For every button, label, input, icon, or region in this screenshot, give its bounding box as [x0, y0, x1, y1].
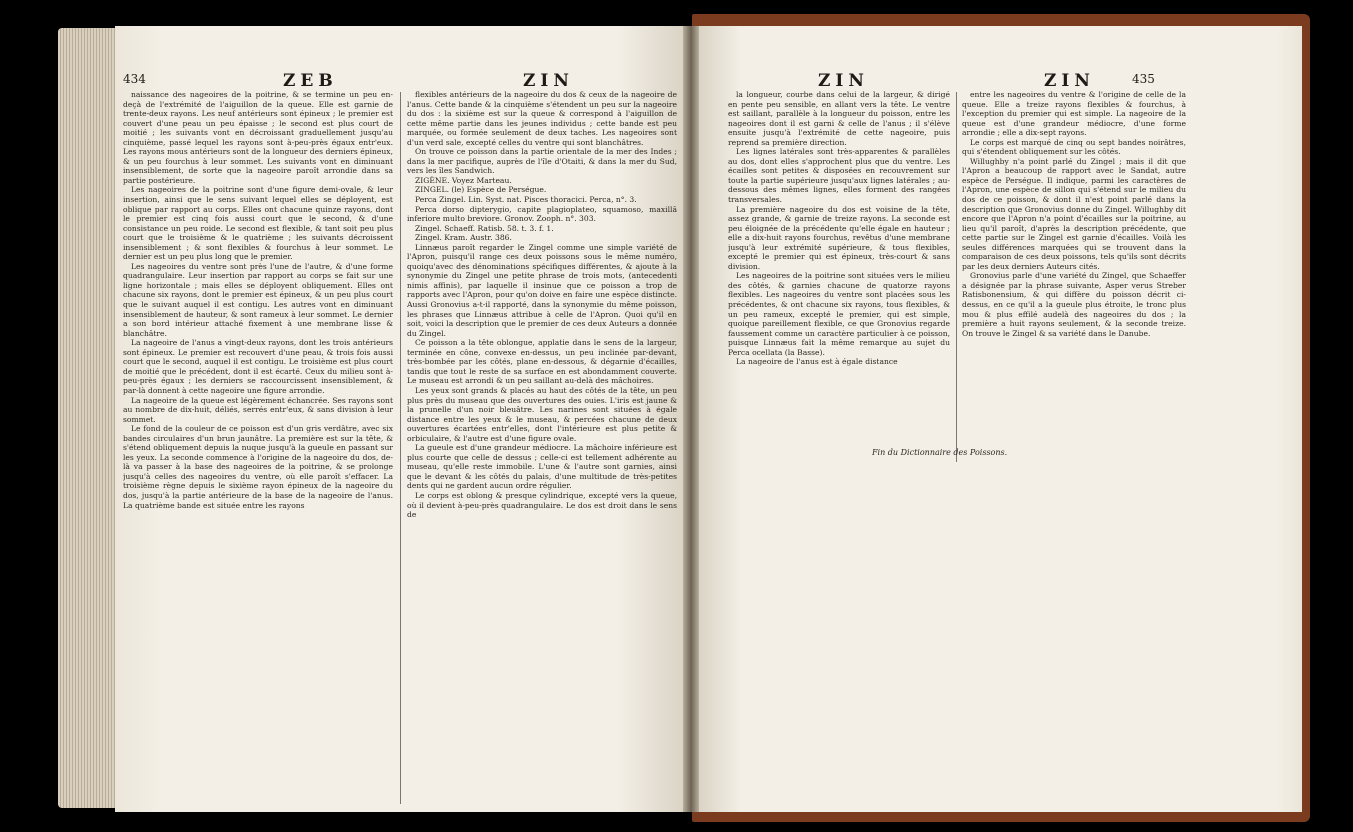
paragraph: Ce poisson a la tête oblongue, applatie dans le sens de la largeur, terminée en cône, convexe en-dessus, un peu inclinée par-devant, très-bombée par les côtés, plane en-dessous, & dégarnie d'écailles, tandis que tout le reste de sa surface en est abondamment couverte. Le museau est arrondi & un peu saillant au-delà des mâchoires.	[407, 338, 677, 386]
paragraph: Les nageoires de la poitrine sont situées vers le milieu des côtés, & garnies chacune de quatorze rayons flexibles. Les nageoires du ventre sont placées sous les précédentes, & ont chacune six rayons, tous flexibles, & un peu rameux, excepté le premier, qui est simple, quoique pareillement flexible, ce que Gronovius regarde faussement comme un caractère particulier à ce poisson, puisque Linnæus fait la même remarque au sujet du Perca ocellata (la Basse).	[728, 271, 950, 357]
paragraph: Les nageoires du ventre sont près l'une de l'autre, & d'une forme quadrangulaire. Leur insertion par rapport au corps se fait sur une ligne horizontale ; mais elles se déployent obliquement. Elles ont chacune six rayons, dont le premier est épineux, & un peu plus court que le suivant auquel il est contigu. Les autres vont en diminuant insensiblement de hauteur, & sont rameux à leur sommet. Le dernier a son bord intérieur attaché fixement à une membrane lisse & blanchâtre.	[123, 261, 393, 338]
paragraph: Le corps est oblong & presque cylindrique, excepté vers la queue, où il devient à-peu-près quadrangulaire. Le dos est droit dans le sens de	[407, 490, 677, 520]
paragraph: Zingel. Schaeff. Ratisb. 58. t. 3. f. 1.	[415, 223, 554, 233]
column-divider	[956, 92, 957, 462]
column-divider	[400, 92, 401, 804]
page-number-right: 435	[1132, 72, 1155, 86]
paragraph: Willughby n'a point parlé du Zingel ; mais il dit que l'Apron a beaucoup de rapport avec le Sandat, autre espèce de Perségue. Il indique, parmi les caractères de l'Apron, une espèce de sillon qui s'étend sur le milieu du dos de ce poisson, & dont il n'est point parlé dans la description que Gronovius donne du Zingel. Willughby dit encore que l'Apron n'a point d'écailles sur la poitrine, au lieu qu'il paroît, d'après la description précédente, que cette partie sur le Zingel est garnie d'écailles. Voilà les seules différences marquées qui se trouvent dans la comparaison de ces deux poissons, tels qu'ils sont décrits par les deux derniers Auteurs cités.	[962, 156, 1186, 271]
paragraph: la longueur, courbe dans celui de la largeur, & dirigé en pente peu sensible, en allant vers la tête. Le ventre est saillant, parallèle à la longueur du poisson, entre les nageoires dont il est garni & celle de l'anus ; il s'élève ensuite jusqu'à l'extrémité de cette nageoire, puis reprend sa première direction.	[728, 90, 950, 147]
paragraph: ZINGEL. (le) Espèce de Perségue.	[415, 185, 547, 195]
closing-line: Fin du Dictionnaire des Poissons.	[872, 448, 1008, 457]
paragraph: Linnæus paroît regarder le Zingel comme une simple variété de l'Apron, puisqu'il range ces deux poissons sous le même numéro, quoiqu'avec des dénominations spécifiques différentes, & ajoute à la synonymie du Zingel une petite phrase de trois mots, (antecedenti nimis affinis), par laquelle il insinue que ce poisson a trop de rapports avec l'Apron, pour qu'on doive en faire une espèce distincte. Aussi Gronovius a-t-il rapporté, dans la synonymie du même poisson, les phrases que Linnæus attribue à celle de l'Apron. Quoi qu'il en soit, voici la description que le premier de ces deux Auteurs a donnée du Zingel.	[407, 242, 677, 338]
running-header-right: ZIN	[1044, 71, 1095, 91]
column-right-2	[962, 90, 1186, 470]
paragraph: Le corps est marqué de cinq ou sept bandes noirâtres, qui s'étendent obliquement sur les côtés.	[962, 137, 1186, 157]
paragraph: La nageoire de la queue est légèrement échancrée. Ses rayons sont au nombre de dix-huit, déliés, serrés entr'eux, & sans division à leur sommet.	[123, 395, 393, 424]
paragraph: Le fond de la couleur de ce poisson est d'un gris verdâtre, avec six bandes circulaires d'un brun jaunâtre. La première est sur la tête, & s'étend obliquement depuis la nuque jusqu'à la gueule en passant sur les yeux. La seconde commence à l'origine de la nageoire du dos, de-là va passer à la base des nageoires de la poitrine, & se prolonge jusqu'à celles des nageoires du ventre, où elle paroît s'effacer. La troisième règne depuis le sixième rayon épineux de la nageoire du dos, jusqu'à la partie antérieure de la base de la nageoire de l'anus. La quatrième bande est située entre les rayons	[123, 424, 393, 510]
paragraph: Perca Zingel. Lin. Syst. nat. Pisces thoracici. Perca, n°. 3.	[415, 195, 637, 205]
paragraph: On trouve ce poisson dans la partie orientale de la mer des Indes ; dans la mer pacifique, auprès de l'île d'Otaiti, & dans la mer du Sud, vers les îles Sandwich.	[407, 147, 677, 176]
paragraph: ZIGÈNE. Voyez Marteau.	[415, 175, 512, 185]
paragraph: La nageoire de l'anus a vingt-deux rayons, dont les trois antérieurs sont épineux. Le premier est recouvert d'une peau, & trois fois aussi court que le second, auquel il est contigu. Le troisième est plus court de moitié que le précédent, dont il est écarté. Ceux du milieu sont à-peu-près égaux ; les derniers se raccourcissent insensiblement, & par-là donnent à cette nageoire une figure arrondie.	[123, 338, 393, 395]
column-left-2	[407, 90, 677, 806]
right-page	[692, 26, 1302, 812]
paragraph: Les yeux sont grands & placés au haut des côtés de la tête, un peu plus près du museau que des ouvertures des ouies. L'iris est jaune & la prunelle d'un noir bleuâtre. Les narines sont situées à égale distance entre les yeux & le museau, & percées chacune de deux ouvertures écartées entr'elles, dont l'intérieure est plus petite & orbiculaire, & l'autre est d'une figure ovale.	[407, 385, 677, 443]
paragraph: entre les nageoires du ventre & l'origine de celle de la queue. Elle a treize rayons flexibles & fourchus, à l'exception du premier qui est simple. La nageoire de la queue est d'une grandeur médiocre, d'une forme arrondie ; elle a dix-sept rayons.	[962, 90, 1186, 138]
column-left-1	[123, 90, 393, 806]
paragraph: La gueule est d'une grandeur médiocre. La mâchoire inférieure est plus courte que celle de dessus ; celle-ci est tellement adhérente au museau, qu'elle reste immobile. L'une & l'autre sont garnies, ainsi que le devant & les côtés du palais, d'une multitude de très-petites dents qui ne gardent aucun ordre régulier.	[407, 443, 677, 491]
paragraph: Zingel. Kram. Austr. 386.	[415, 233, 512, 243]
paragraph: Les nageoires de la poitrine sont d'une figure demi-ovale, & leur insertion, ainsi que le sens suivant lequel elles se déployent, est oblique par rapport au corps. Elles ont chacune quinze rayons, dont le premier est cinq fois aussi court que le second, & d'une consistance un peu roide. Le second est flexible, & tant soit peu plus court que le troisième & le quatrième ; les suivants décroissent insensiblement ; & sont flexibles & fourchus à leur sommet. Le dernier est un peu plus long que le premier.	[123, 185, 393, 262]
page-number-left: 434	[123, 72, 146, 86]
paragraph: naissance des nageoires de la poitrine, & se termine un peu en-deçà de l'extrémité de l'aiguillon de la queue. Elle est garnie de trente-deux rayons. Les neuf antérieurs sont épineux ; le premier est couvert d'une peau un peu épaisse ; le second est plus court de moitié ; les suivants vont en décroissant graduellement jusqu'au cinquième, passé lequel les rayons sont à-peu-près égaux entr'eux. Les rayons mous antérieurs sont de la longueur des derniers épineux, & un peu fourchus à leur sommet. Les suivants vont en diminuant insensiblement, de sorte que la nageoire paroît arrondie dans sa partie postérieure.	[123, 90, 393, 185]
paragraph: La première nageoire du dos est voisine de la tête, assez grande, & garnie de treize rayons. La seconde est peu éloignée de la précédente qu'elle égale en hauteur ; elle a dix-huit rayons fourchus, revêtus d'une membrane jusqu'à leur extrémité supérieure, & tous flexibles, excepté le premier qui est épineux, très-court & sans division.	[728, 204, 950, 271]
paragraph: La nageoire de l'anus est à égale distance	[736, 357, 898, 367]
paragraph: Les lignes latérales sont très-apparentes & parallèles au dos, dont elles s'approchent plus que du ventre. Les écailles sont petites & disposées en recouvrement sur toute la partie supérieure jusqu'aux lignes latérales ; au-dessous des mêmes lignes, elles forment des rangées transversales.	[728, 147, 950, 205]
running-header-left: ZIN	[818, 71, 869, 91]
paragraph: Perca dorso dipterygio, capite plagioplateo, squamoso, maxillâ inferiore multo breviore. Gronov. Zooph. n°. 303.	[407, 204, 677, 224]
running-header-right: ZIN	[523, 71, 574, 91]
left-page	[115, 26, 687, 812]
book-gutter	[683, 26, 699, 812]
column-right-1	[728, 90, 950, 470]
paragraph: Gronovius parle d'une variété du Zingel, que Schaeffer a désignée par la phrase suivante, Asper verus Streber Ratisbonensium, & qui diffère du poisson décrit ci-dessus, en ce qu'il a la gueule plus étroite, le tronc plus mou & plus effilé audelà des nageoires du dos ; la première a huit rayons seulement, & la seconde treize. On trouve le Zingel & sa variété dans le Danube.	[962, 271, 1186, 338]
running-header-left: ZEB	[283, 71, 338, 91]
book-page-edges	[58, 28, 120, 808]
paragraph: flexibles antérieurs de la nageoire du dos & ceux de la nageoire de l'anus. Cette bande & la cinquième s'étendent un peu sur la nageoire du dos : la sixième est sur la queue & correspond à l'aiguillon de cette même partie dans les jeunes individus ; cette bande est peu marquée, ou formée seulement de deux taches. Les nageoires sont d'un verd sale, excepté celles du ventre qui sont blanchâtres.	[407, 90, 677, 147]
